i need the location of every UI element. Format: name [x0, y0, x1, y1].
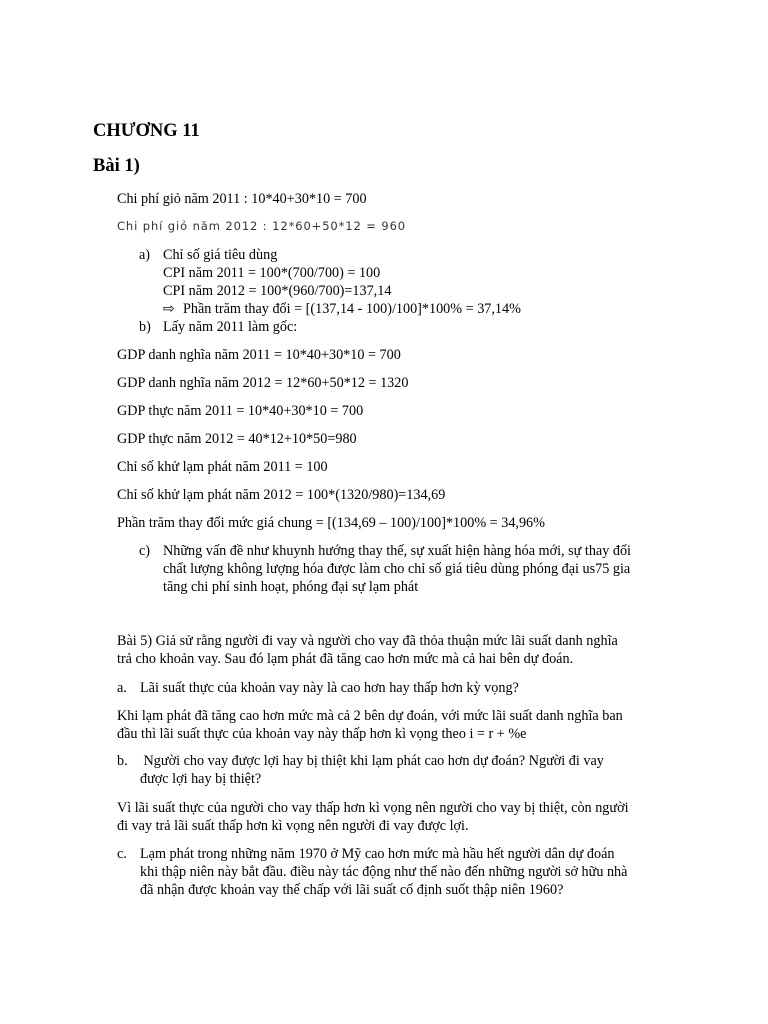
percent-change-line — [163, 300, 521, 318]
base-year-heading: Lấy năm 2011 làm gốc: — [163, 319, 298, 335]
question-5a: Lãi suất thực của khoản vay này là cao hơn hay thấp hơn kỳ vọng? — [140, 680, 519, 696]
list-marker-5b: b. — [117, 753, 128, 769]
question-5c-line-1: Lạm phát trong những năm 1970 ở Mỹ cao hơn mức mà hầu hết người dân dự đoán — [140, 846, 615, 862]
cpi-issues-line-2: chất lượng không lượng hóa được làm cho chỉ số giá tiêu dùng phóng đại us75 gia — [163, 561, 631, 577]
question-5c-line-3: đã nhận được khoản vay thế chấp với lãi suất cố định suốt thập niên 1960? — [140, 882, 564, 898]
question-5b-line-2: được lợi hay bị thiệt? — [140, 771, 262, 787]
deflator-2011: Chỉ số khử lạm phát năm 2011 = 100 — [117, 459, 328, 475]
percent-change-text: Phần trăm thay đổi = [(137,14 - 100)/100]*100% = 37,14% — [183, 301, 521, 317]
answer-5a-line-2: đầu thì lãi suất thực của khoản vay này thấp hơn kì vọng theo i = r + %e — [117, 726, 527, 742]
list-marker-a: a) — [139, 247, 151, 263]
list-marker-c: c) — [139, 543, 151, 559]
chapter-title: CHƯƠNG 11 — [93, 121, 200, 141]
cpi-2011: CPI năm 2011 = 100*(700/700) = 100 — [163, 265, 381, 281]
list-marker-b: b) — [139, 319, 151, 335]
exercise-5-intro-line-2: trả cho khoản vay. Sau đó lạm phát đã tăng cao hơn mức mà cả hai bên dự đoán. — [117, 651, 574, 667]
deflator-2012: Chỉ số khử lạm phát năm 2012 = 100*(1320/980)=134,69 — [117, 487, 446, 503]
gdp-nominal-2011: GDP danh nghĩa năm 2011 = 10*40+30*10 = 700 — [117, 347, 401, 363]
basket-cost-2011: Chi phí giỏ năm 2011 : 10*40+30*10 = 700 — [117, 191, 367, 207]
gdp-real-2011: GDP thực năm 2011 = 10*40+30*10 = 700 — [117, 403, 364, 419]
price-level-change: Phần trăm thay đổi mức giá chung = [(134,69 – 100)/100]*100% = 34,96% — [117, 515, 545, 531]
basket-cost-2012: Chi phí giỏ năm 2012 : 12*60+50*12 = 960 — [117, 219, 407, 233]
cpi-issues-line-3: tăng chi phí sinh hoạt, phóng đại sự lạm phát — [163, 579, 419, 595]
cpi-issues-line-1: Những vấn đề như khuynh hướng thay thế, sự xuất hiện hàng hóa mới, sự thay đổi — [163, 543, 631, 559]
answer-5b-line-1: Vì lãi suất thực của người cho vay thấp hơn kì vọng nên người cho vay bị thiệt, còn người — [117, 800, 629, 816]
question-5c-line-2: khi thập niên này bắt đầu. điều này tác động như thế nào đến những người sở hữu nhà — [140, 864, 628, 880]
list-marker-5c: c. — [117, 846, 127, 862]
arrow-right-icon: ⇨ — [163, 301, 175, 317]
cpi-2012: CPI năm 2012 = 100*(960/700)=137,14 — [163, 283, 392, 299]
gdp-nominal-2012: GDP danh nghĩa năm 2012 = 12*60+50*12 = 1320 — [117, 375, 409, 391]
cpi-heading: Chỉ số giá tiêu dùng — [163, 247, 278, 263]
answer-5b-line-2: đi vay trả lãi suất thấp hơn kì vọng nên người đi vay được lợi. — [117, 818, 469, 834]
gdp-real-2012: GDP thực năm 2012 = 40*12+10*50=980 — [117, 431, 357, 447]
list-marker-5a: a. — [117, 680, 127, 696]
question-5b-line-1: Người cho vay được lợi hay bị thiệt khi lạm phát cao hơn dự đoán? Người đi vay — [140, 753, 604, 769]
answer-5a-line-1: Khi lạm phát đã tăng cao hơn mức mà cả 2 bên dự đoán, với mức lãi suất danh nghĩa ban — [117, 708, 623, 724]
exercise-5-intro-line-1: Bài 5) Giả sử rằng người đi vay và người cho vay đã thỏa thuận mức lãi suất danh nghĩa — [117, 633, 618, 649]
exercise-1-title: Bài 1) — [93, 156, 140, 176]
